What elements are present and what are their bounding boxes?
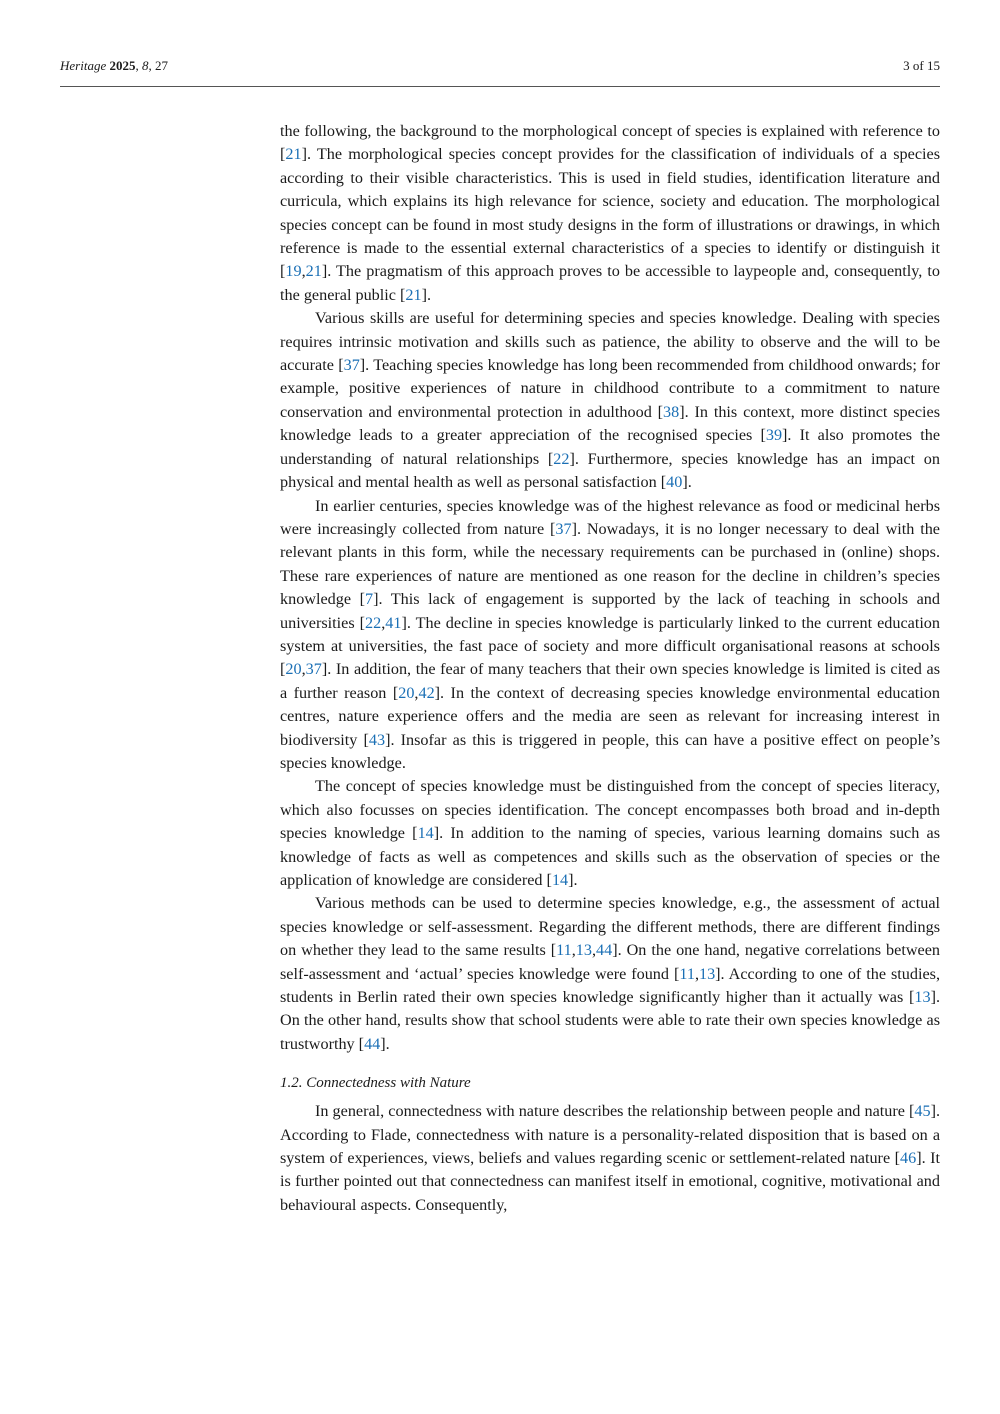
citation-link[interactable]: 20	[285, 660, 302, 679]
citation-link[interactable]: 40	[666, 473, 683, 492]
paragraph: Various methods can be used to determine species knowledge, e.g., the assessment of actual species knowledge or self-assessment. Regarding the different methods, there are different findings on whether they lead to the same results [11,13,44]. On the one hand, negative correlations between self-assessment and ‘actual’ species knowledge were found [11,13]. According to one of the studies, students in Berlin rated their own species knowledge significantly higher than it actually was [13]. On the other hand, results show that school students were able to rate their own species knowledge as trustworthy [44].	[280, 894, 940, 1053]
citation-link[interactable]: 22	[365, 613, 382, 632]
citation-link[interactable]: 37	[305, 660, 322, 679]
citation-link[interactable]: 37	[343, 356, 360, 375]
section-heading: 1.2. Connectedness with Nature	[280, 1075, 471, 1092]
paragraph: The concept of species knowledge must be distinguished from the concept of species literacy, which also focusses on species identification. The concept encompasses both broad and in-depth species knowledge [14]. In addition to the naming of species, various learning domains such as knowledge of facts as well as competences and skills such as the observation of species or the application of knowledge are considered [14].	[280, 777, 940, 889]
article-body	[280, 120, 940, 1217]
page-header	[60, 58, 940, 87]
citation-link[interactable]: 22	[553, 449, 570, 468]
citation-link[interactable]: 44	[364, 1034, 381, 1053]
journal-name: Heritage	[60, 58, 107, 73]
citation-link[interactable]: 21	[305, 262, 322, 281]
citation-link[interactable]: 45	[914, 1102, 931, 1121]
citation-link[interactable]: 19	[285, 262, 302, 281]
citation-link[interactable]: 14	[417, 824, 434, 843]
citation-link[interactable]: 20	[398, 683, 415, 702]
paragraph: Various skills are useful for determining species and species knowledge. Dealing with species requires intrinsic motivation and skills such as patience, the ability to observe and the will to be accurate [37]. Teaching species knowledge has long been recommended from childhood onwards; for example, positive experiences of nature in childhood contribute to a commitment to nature conservation and environmental protection in adulthood [38]. In this context, more distinct species knowledge leads to a greater appreciation of the recognised species [39]. It also promotes the understanding of natural relationships [22]. Furthermore, species knowledge has an impact on physical and mental health as well as personal satisfaction [40].	[280, 309, 941, 492]
citation-link[interactable]: 14	[551, 871, 569, 889]
paragraph: In earlier centuries, species knowledge was of the highest relevance as food or medicinal herbs were increasingly collected from nature [37]. Nowadays, it is no longer necessary to deal with the relevant plants in this form, while the necessary requirements can be purchased in (online) shops. These rare experiences of nature are mentioned as one reason for the decline in children’s species knowledge [7]. This lack of engagement is supported by the lack of teaching in schools and universities [22,41]. The decline in species knowledge is particularly linked to the current education system at universities, the fast pace of society and more difficult organisational reasons at schools [20,37]. In addition, the fear of many teachers that their own species knowledge is limited is cited as a further reason [20,42]. In the context of decreasing species knowledge environmental education centres, nature experience offers and the media are seen as relevant for increasing interest in biodiversity [43]. Insofar as this is triggered in people, this can have a positive effect on people’s species knowledge.	[280, 496, 940, 772]
citation-link[interactable]: 46	[900, 1149, 917, 1168]
citation-link[interactable]: 11	[679, 964, 695, 983]
page-number: 3 of 15	[903, 58, 940, 73]
citation-link[interactable]: 11	[556, 941, 572, 960]
citation-link[interactable]: 21	[405, 285, 422, 304]
citation-link[interactable]: 37	[555, 519, 572, 538]
citation-link[interactable]: 21	[285, 145, 302, 164]
citation-link[interactable]: 39	[765, 426, 783, 445]
citation-link[interactable]: 41	[385, 613, 402, 632]
volume: 8	[141, 58, 149, 73]
paragraph: the following, the background to the morphological concept of species is explained with reference to [21]. The morphological species concept provides for the classification of individuals of a species according to their visible characteristics. This is used in field studies, identification literature and curricula, which explains its high relevance for science, society and education. The morphological species concept can be found in most study designs in the form of illustrations or drawings, in which reference is made to the essential external characteristics of a species to identify or distinguish it [19,21]. The pragmatism of this approach proves to be accessible to laypeople and, consequently, to the general public [21].	[280, 122, 940, 304]
citation-line: Heritage 2025, 8, 27	[60, 58, 168, 73]
citation-link[interactable]: 13	[698, 964, 716, 983]
year: 2025	[109, 58, 136, 73]
article-number: 27	[154, 58, 168, 73]
citation-link[interactable]: 42	[418, 683, 435, 702]
citation-link[interactable]: 44	[596, 941, 613, 960]
citation-link[interactable]: 7	[364, 590, 374, 609]
citation-link[interactable]: 38	[663, 402, 680, 421]
citation-link[interactable]: 13	[575, 941, 592, 960]
paragraph: In general, connectedness with nature describes the relationship between people and nature [45]. According to Flade, connectedness with nature is a personality-related disposition that is based on a system of experiences, views, beliefs and values regarding scenic or settlement-related nature [46]. It is further pointed out that connectedness can manifest itself in emotional, cognitive, motivational and behavioural aspects. Consequently,	[280, 1102, 941, 1214]
citation-link[interactable]: 13	[914, 988, 931, 1007]
citation-link[interactable]: 43	[368, 730, 386, 749]
